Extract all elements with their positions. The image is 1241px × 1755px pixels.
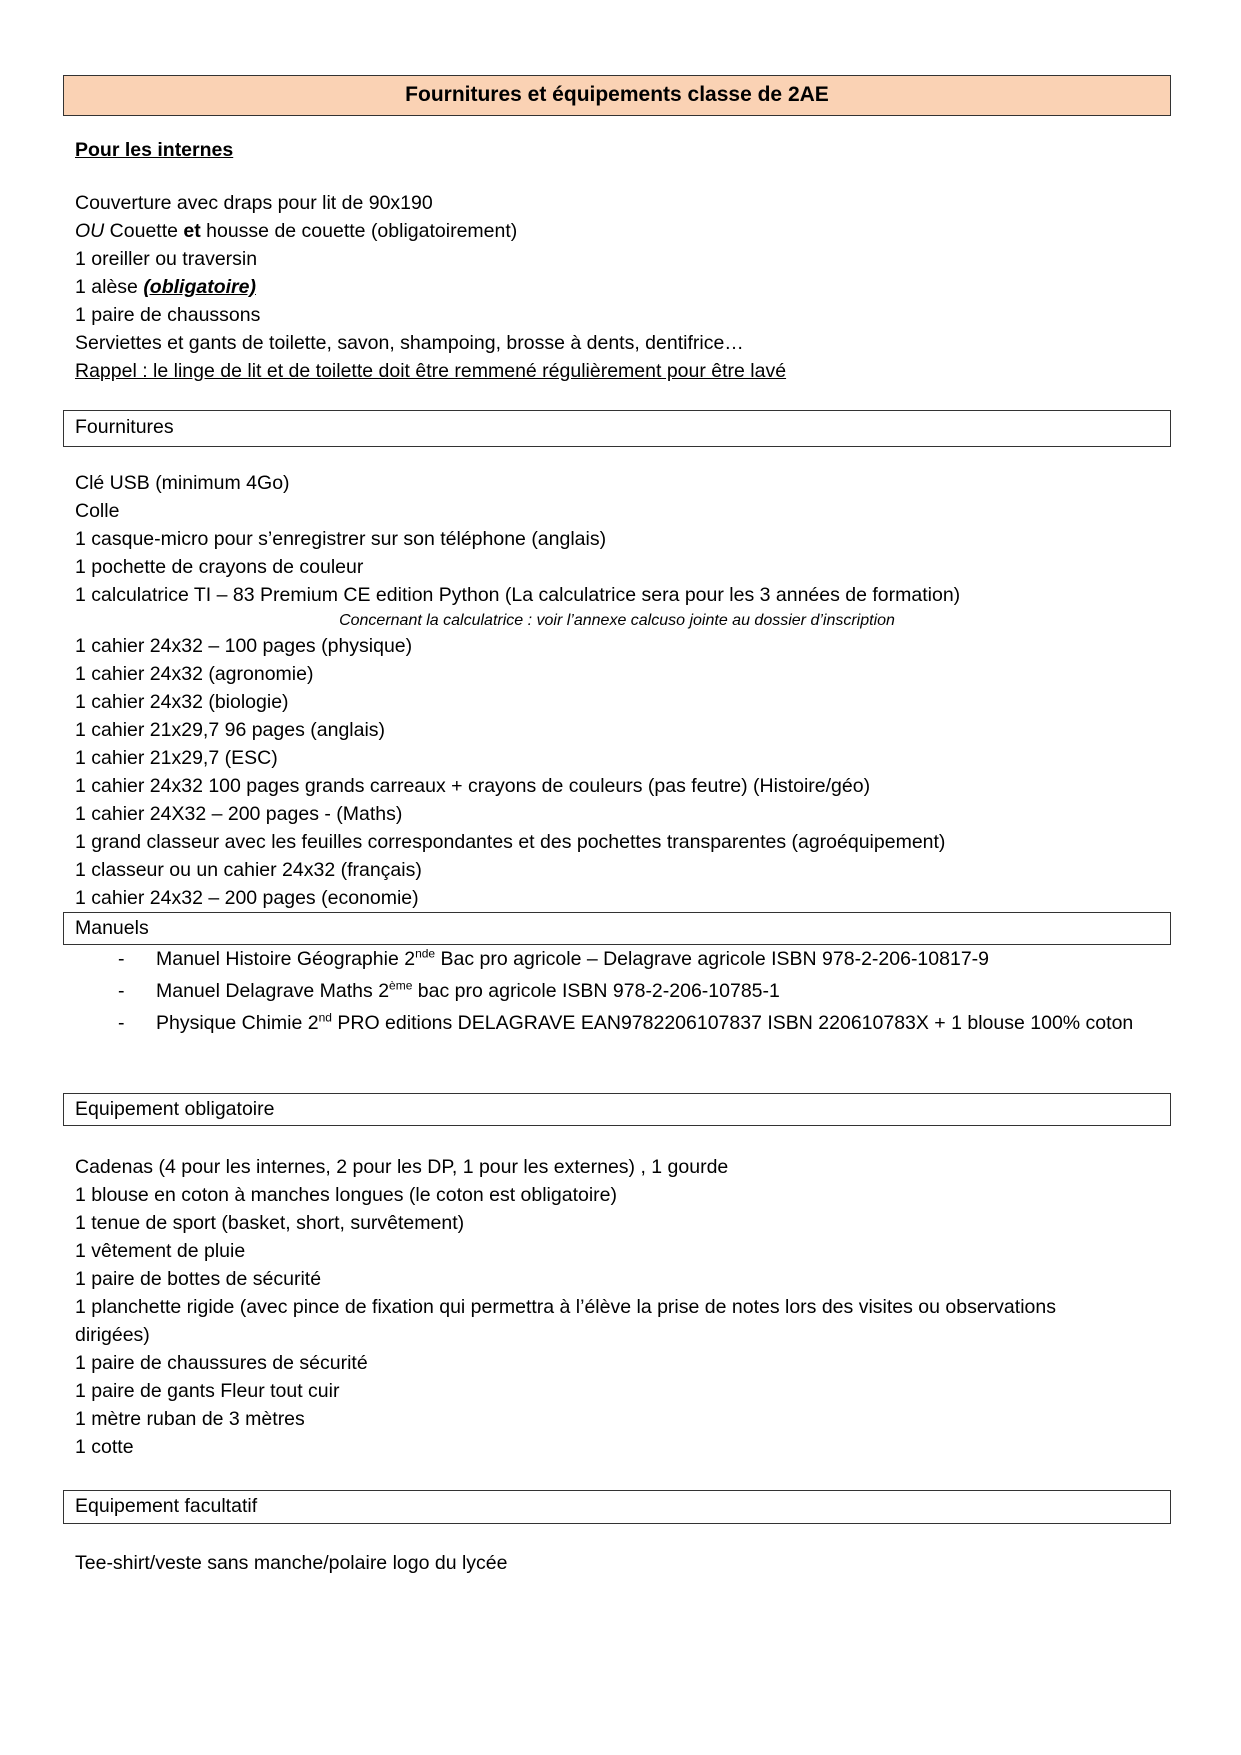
list-item: - Physique Chimie 2nd PRO editions DELAGRAVE EAN9782206107837 ISBN 220610783X + 1 blouse 100% coton [118,1010,1134,1034]
list-item: Clé USB (minimum 4Go) [75,472,290,494]
obligatoire-list [75,1153,1175,1461]
list-item: 1 pochette de crayons de couleur [75,556,364,578]
internes-heading: Pour les internes [75,139,234,161]
list-item: 1 cahier 24X32 – 200 pages - (Maths) [75,803,403,825]
list-item: - Manuel Delagrave Maths 2ème bac pro agricole ISBN 978-2-206-10785-1 [118,978,780,1002]
list-item: 1 mètre ruban de 3 mètres [75,1408,305,1430]
list-item: 1 cotte [75,1436,134,1458]
list-item: Serviettes et gants de toilette, savon, shampoing, brosse à dents, dentifrice… [75,332,744,354]
list-item: 1 paire de gants Fleur tout cuir [75,1380,340,1402]
list-item: 1 tenue de sport (basket, short, survêtement) [75,1212,465,1234]
list-item: 1 vêtement de pluie [75,1240,246,1262]
list-item: 1 cahier 21x29,7 (ESC) [75,747,278,769]
internes-list [75,189,1175,385]
list-item: 1 blouse en coton à manches longues (le coton est obligatoire) [75,1184,618,1206]
list-item: 1 grand classeur avec les feuilles correspondantes et des pochettes transparentes (agroéquipement) [75,831,946,853]
list-item: Couverture avec draps pour lit de 90x190 [75,192,433,214]
list-item: Cadenas (4 pour les internes, 2 pour les DP, 1 pour les externes) , 1 gourde [75,1156,729,1178]
section-header-facultatif: Equipement facultatif [63,1490,1171,1524]
rappel-note: Rappel : le linge de lit et de toilette doit être remmené régulièrement pour être lavé [75,360,787,382]
section-header-manuels: Manuels [63,912,1171,945]
list-item: 1 cahier 24x32 (agronomie) [75,663,314,685]
list-item: 1 alèse (obligatoire) [75,276,256,298]
internes-section [75,136,1175,164]
list-item: 1 paire de chaussures de sécurité [75,1352,368,1374]
list-item: 1 oreiller ou traversin [75,248,258,270]
list-item: Tee-shirt/veste sans manche/polaire logo du lycée [75,1552,508,1574]
manuels-list [118,943,1158,1039]
list-item: 1 classeur ou un cahier 24x32 (français) [75,859,422,881]
list-item: 1 cahier 24x32 100 pages grands carreaux + crayons de couleurs (pas feutre) (Histoire/géo) [75,775,871,797]
list-item: 1 cahier 21x29,7 96 pages (anglais) [75,719,386,741]
list-item: 1 cahier 24x32 – 100 pages (physique) [75,635,413,657]
calculatrice-note: Concernant la calculatrice : voir l’annexe calcuso jointe au dossier d’inscription [339,612,895,629]
facultatif-list [75,1549,1175,1577]
list-item: 1 planchette rigide (avec pince de fixation qui permettra à l’élève la prise de notes lors des visites ou observations [75,1296,1056,1318]
obligatoire-emphasis: (obligatoire) [143,276,256,298]
list-item: Colle [75,500,120,522]
list-item: dirigées) [75,1324,150,1346]
list-item: 1 paire de chaussons [75,304,261,326]
section-header-fournitures: Fournitures [63,410,1171,447]
cahiers-list [75,632,1175,912]
list-item: 1 cahier 24x32 (biologie) [75,691,289,713]
list-item: OU Couette et housse de couette (obligatoirement) [75,220,518,242]
list-item: - Manuel Histoire Géographie 2nde Bac pro agricole – Delagrave agricole ISBN 978-2-206-10817-9 [118,946,989,970]
fournitures-list [75,469,1175,609]
list-item: 1 cahier 24x32 – 200 pages (economie) [75,887,419,909]
list-item: 1 calculatrice TI – 83 Premium CE edition Python (La calculatrice sera pour les 3 années de formation) [75,584,961,606]
list-item: 1 casque-micro pour s’enregistrer sur son téléphone (anglais) [75,528,607,550]
document-title: Fournitures et équipements classe de 2AE [63,75,1171,116]
list-item: 1 paire de bottes de sécurité [75,1268,322,1290]
section-header-obligatoire: Equipement obligatoire [63,1093,1171,1126]
